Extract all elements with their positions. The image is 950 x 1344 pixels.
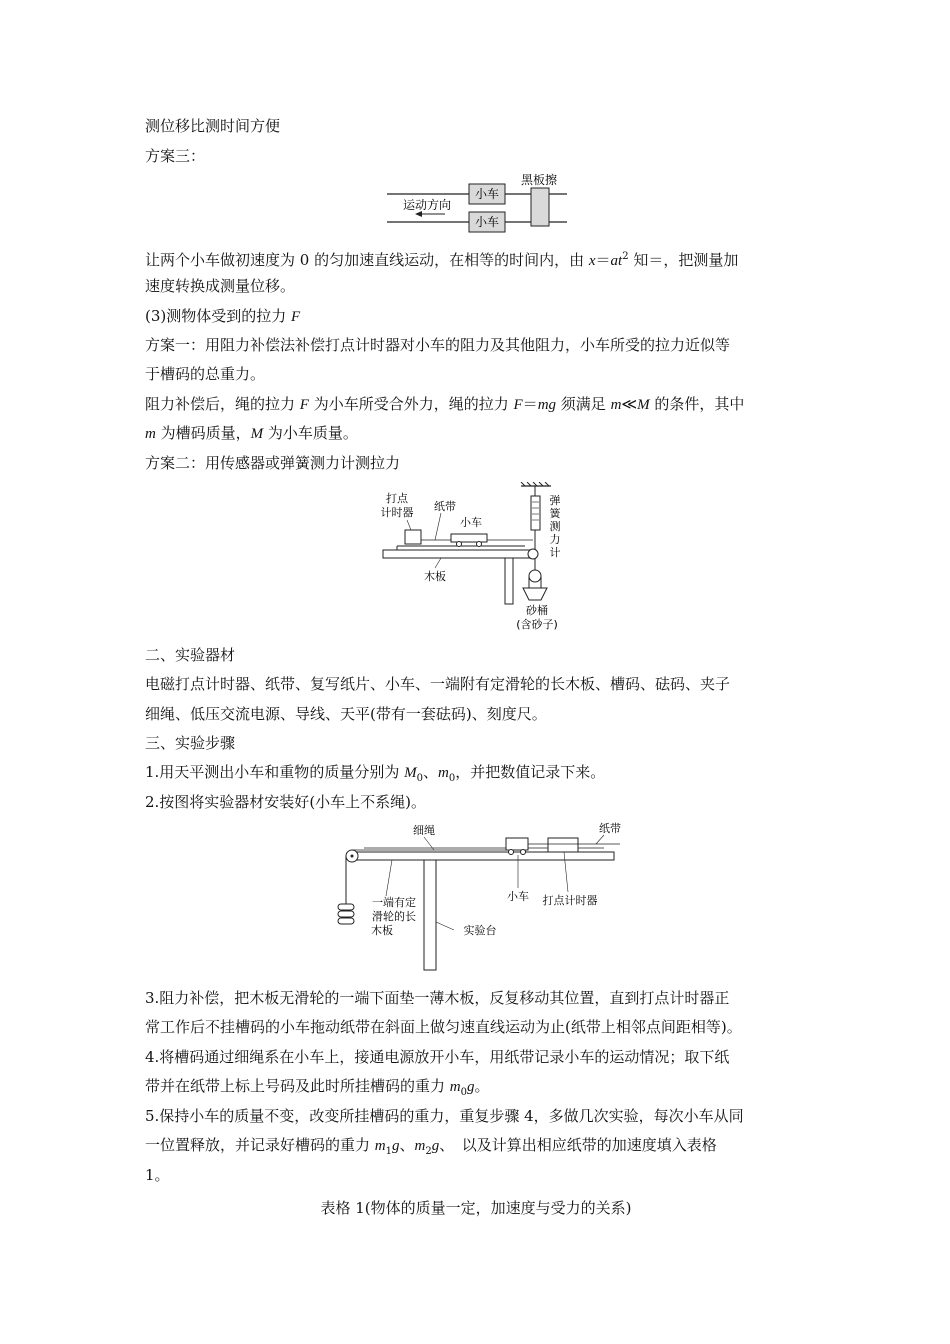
tape-label: 纸带 xyxy=(434,500,456,513)
svg-text:簧: 簧 xyxy=(549,507,561,520)
text-line: 阻力补偿后，绳的拉力 F 为小车所受合外力，绳的拉力 F＝mg 须满足 m≪M 的条件，其中 xyxy=(145,395,745,413)
table-label: 实验台 xyxy=(463,924,497,937)
text-line: 于槽码的总重力。 xyxy=(145,365,266,383)
text-line: 细绳、低压交流电源、导线、天平(带有一套砝码)、刻度尺。 xyxy=(145,705,547,723)
svg-text:力: 力 xyxy=(549,533,561,546)
car-label: 小车 xyxy=(507,890,529,903)
car-label: 小车 xyxy=(460,516,482,529)
text-line: m 为槽码质量，M 为小车质量。 xyxy=(145,424,358,442)
section-heading: 三、实验步骤 xyxy=(145,734,236,752)
bucket-label-line1: 砂桶 xyxy=(526,604,548,617)
text-line: 电磁打点计时器、纸带、复写纸片、小车、一端附有定滑轮的长木板、槽码、砝码、夹子 xyxy=(145,675,731,693)
text-line: 一位置释放，并记录好槽码的重力 $m_1g$、$m_2g$、 以及计算出相应纸带的加速度填入表格 xyxy=(145,1136,717,1157)
text-line: (3)测物体受到的拉力 F xyxy=(145,307,301,325)
car-top-label: 小车 xyxy=(474,187,500,201)
board-label: 木板 xyxy=(424,570,446,583)
timer-label-line1: 打点 xyxy=(386,492,408,505)
svg-text:弹: 弹 xyxy=(549,494,561,507)
board-label-line1: 一端有定 xyxy=(372,896,416,909)
timer-label-line2: 计时器 xyxy=(380,506,414,519)
table-caption: 表格 1(物体的质量一定，加速度与受力的关系) xyxy=(320,1199,632,1217)
direction-label: 运动方向 xyxy=(402,198,452,212)
board-label-line3: 木板 xyxy=(371,924,393,937)
eraser-label: 黑板擦 xyxy=(520,173,558,187)
figure-spring-scale-setup xyxy=(375,482,575,632)
rope-label: 细绳 xyxy=(413,824,435,837)
text-line: 常工作后不挂槽码的小车拖动纸带在斜面上做匀速直线运动为止(纸带上相邻点间距相等)。 xyxy=(145,1018,742,1036)
figure-two-carts xyxy=(385,170,575,240)
text-line: 1.用天平测出小车和重物的质量分别为 $M_0$、$m_0$，并把数值记录下来。 xyxy=(145,763,606,784)
section-heading: 二、实验器材 xyxy=(145,646,236,664)
text-line: 测位移比测时间方便 xyxy=(145,117,281,135)
text-line: 速度转换成测量位移。 xyxy=(145,277,296,295)
figure-setup-pulley-board xyxy=(334,818,624,974)
text-line: 1。 xyxy=(145,1166,170,1184)
spring-scale-label xyxy=(550,493,562,559)
text-line: 5.保持小车的质量不变，改变所挂槽码的重力，重复步骤 4，多做几次实验，每次小车从同 xyxy=(145,1107,744,1125)
board-label-line2: 滑轮的长 xyxy=(372,910,416,923)
tape-label: 纸带 xyxy=(599,822,621,835)
timer-label: 打点计时器 xyxy=(542,894,598,907)
text-line: 方案一：用阻力补偿法补偿打点计时器对小车的阻力及其他阻力，小车所受的拉力近似等 xyxy=(145,336,731,354)
car-bottom-label: 小车 xyxy=(474,215,500,229)
bucket-label-line2: (含砂子) xyxy=(516,618,558,631)
svg-text:测: 测 xyxy=(549,520,561,533)
text-line: 方案二：用传感器或弹簧测力计测拉力 xyxy=(145,454,401,472)
svg-text:计: 计 xyxy=(549,546,561,559)
text-line: 4.将槽码通过细绳系在小车上，接通电源放开小车，用纸带记录小车的运动情况；取下纸 xyxy=(145,1048,730,1066)
text-line: 带并在纸带上标上号码及此时所挂槽码的重力 $m_0g$。 xyxy=(145,1077,490,1098)
text-line: 2.按图将实验器材安装好(小车上不系绳)。 xyxy=(145,793,427,811)
text-line: 让两个小车做初速度为 0 的匀加速直线运动，在相等的时间内，由 $x=at^2$ 知＝，把测量加 xyxy=(145,251,739,269)
text-line: 方案三： xyxy=(145,147,206,165)
text-line: 3.阻力补偿，把木板无滑轮的一端下面垫一薄木板，反复移动其位置，直到打点计时器正 xyxy=(145,989,730,1007)
